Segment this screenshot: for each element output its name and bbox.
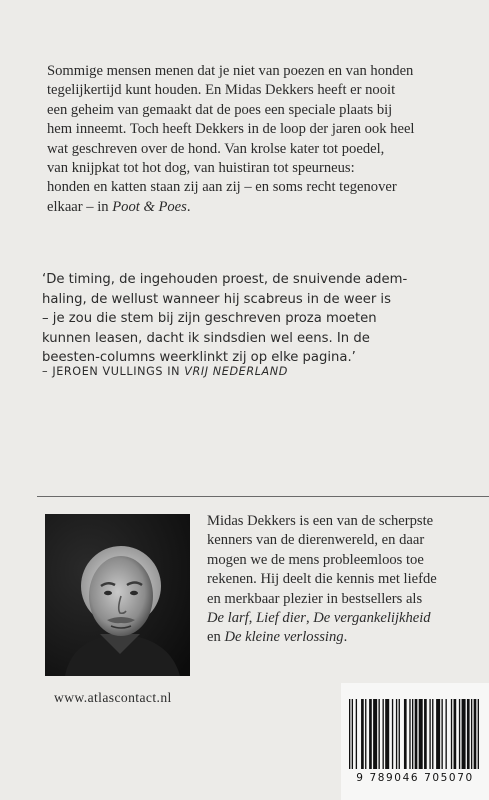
- quote-line: beesten-columns weerklinkt zij op elke pagina.’: [42, 350, 356, 366]
- bio-line: Midas Dekkers is een van de scherpste: [207, 513, 434, 529]
- quote-line: kunnen leasen, dacht ik sindsdien wel eens. In de: [42, 330, 370, 346]
- blurb-line: tegelijkertijd kunt houden. En Midas Dekkers heeft er nooit: [47, 82, 396, 99]
- blurb-last-prefix: elkaar – in: [47, 198, 113, 215]
- blurb-line: een geheim van gemaakt dat de poes een speciale plaats bij: [47, 101, 393, 118]
- quote-line: ‘De timing, de ingehouden proest, de snuivende adem-: [42, 272, 408, 287]
- book-title: Poot & Poes: [112, 198, 187, 215]
- blurb-line: van knijpkat tot hot dog, van huistiran tot speurneus:: [47, 160, 355, 177]
- blurb-line: hem inneemt. Toch heeft Dekkers in de loop der jaren ook heel: [47, 121, 415, 138]
- blurb-line-last: [47, 198, 467, 217]
- divider: [37, 496, 489, 497]
- attribution-source: VRIJ NEDERLAND: [184, 365, 288, 378]
- book-title: De vergankelijkheid: [313, 610, 431, 627]
- quote-line: – je zou die stem bij zijn geschreven proza moeten: [42, 311, 377, 327]
- book-title: De larf: [207, 610, 249, 627]
- bio-last-suffix: .: [343, 629, 348, 646]
- blurb-line: honden en katten staan zij aan zij – en soms recht tegenover: [47, 179, 397, 196]
- author-portrait-image: [45, 514, 190, 676]
- bio-line: mogen we de mens probleemloos toe: [207, 551, 424, 568]
- blurb-text: [47, 62, 467, 217]
- book-title: De kleine verlossing: [224, 629, 344, 646]
- barcode-icon: [349, 699, 479, 769]
- bio-line-titles: [207, 609, 487, 628]
- blurb-line: Sommige mensen menen dat je niet van poezen en van honden: [47, 63, 414, 79]
- book-title: Lief dier: [256, 610, 306, 627]
- separator: ,: [248, 610, 257, 627]
- attribution-prefix: – JEROEN VULLINGS IN: [42, 365, 185, 378]
- quote-line: haling, de wellust wanneer hij scabreus in de weer is: [42, 291, 391, 307]
- bio-line: en merkbaar plezier in bestsellers als: [207, 590, 423, 607]
- blurb-last-suffix: .: [186, 198, 191, 215]
- separator: ,: [305, 610, 314, 627]
- bio-last-prefix: en: [207, 629, 225, 646]
- publisher-url[interactable]: www.atlascontact.nl: [54, 690, 172, 705]
- bio-line-last: [207, 628, 487, 647]
- quote-attribution: [42, 365, 288, 378]
- blurb-line: wat geschreven over de hond. Van krolse kater tot poedel,: [47, 140, 385, 157]
- author-photo: [45, 514, 190, 676]
- review-quote: [42, 270, 472, 368]
- barcode-digits: 9 789046 705070: [356, 772, 474, 784]
- author-bio: [207, 512, 487, 648]
- bio-line: kenners van de dierenwereld, en daar: [207, 532, 425, 549]
- bio-line: rekenen. Hij deelt die kennis met liefde: [207, 571, 437, 588]
- barcode-box: [341, 683, 489, 800]
